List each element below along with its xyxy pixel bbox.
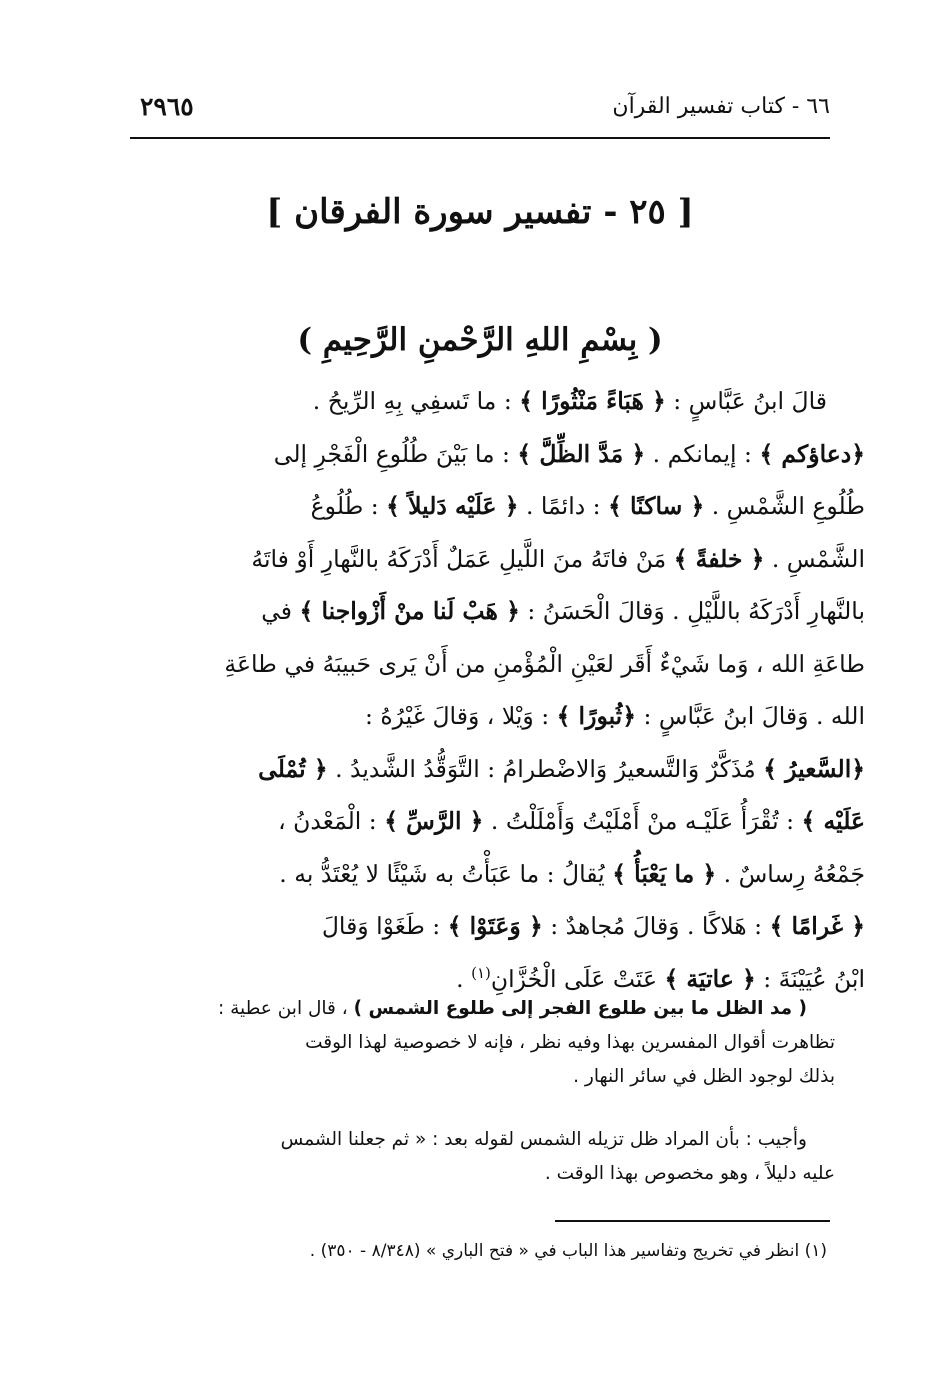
quran-word: ﴿ ساكنًا ﴾ [608,492,705,520]
main-text-line [145,480,865,533]
quran-word: ﴿ غَرامًا ﴾ [769,912,865,940]
running-header [130,90,830,130]
quran-word: ﴿ثُبورًا ﴾ [556,702,636,730]
text-segment: : وَيْلا ، وَقالَ غَيْرُهُ : [364,702,557,730]
text-segment: الله . وَقالَ ابنُ عَبَّاسٍ : [635,702,865,730]
text-segment: بالنَّهارِ أَدْرَكَهُ باللَّيْلِ . وَقالَ الْحَسَنُ : [519,597,865,625]
main-text-line [145,743,865,796]
text-segment: ابْنُ عُيَيْنَةَ : [755,964,865,993]
text-segment: : هَلاكًا . وَقالَ مُجاهدٌ : [542,912,770,940]
quran-word: ﴿ هَبَاءً مَنْثُورًا ﴾ [519,387,666,415]
header-rule [130,137,830,139]
footnote: (١) انظر في تخريج وتفاسير هذا الباب في « فتح الباري » (٨/٣٤٨ - ٣٥٠) . [309,1241,827,1261]
main-text-line [145,900,865,953]
main-text-line [145,690,865,743]
main-text-line [145,848,865,901]
text-segment: : تُقْرَأُ عَلَيْـه منْ أَمْلَيْتُ وَأَمْلَلْتُ . [483,807,802,835]
commentary-paragraph-2 [147,1123,835,1191]
surah-title: [ ٢٥ - تفسير سورة الفرقان ] [266,192,694,232]
basmala: ( بِسْمِ اللهِ الرَّحْمنِ الرَّحِيمِ ) [297,322,663,358]
text-segment: مَنْ فاتَهُ منَ اللَّيلِ عَمَلٌ أَدْرَكَهُ بالنَّهارِ أَوْ فاتَهُ [251,544,674,573]
main-text-line [145,638,865,691]
header-chapter-title: ٦٦ - كتاب تفسير القرآن [612,94,830,119]
main-text-line [145,585,865,638]
main-text [145,375,865,1005]
commentary-line [147,992,835,1026]
commentary-paragraph-1 [147,992,835,1094]
text-segment: طاعَةِ الله ، وَما شَيْءٌ أَقَر لعَيْنِ الْمُؤْمنِ من أَنْ يَرى حَبيبَهُ في طاعَةِ [224,649,865,678]
text-segment: تظاهرت أقوال المفسرين بهذا وفيه نظر ، فإنه لا خصوصية لهذا الوقت [305,1032,835,1053]
text-segment: : طَغَوْا وَقالَ [321,912,448,940]
text-segment: يُقالُ : ما عَبَأْتُ به شَيْئًا لا يُعْتَدُّ به . [279,859,613,888]
text-segment: : إيمانكم . [645,439,760,468]
text-segment: مُذَكَّرٌ وَالتَّسعيرُ وَالاضْطرامُ : التَّوَقُّدُ الشَّديدُ . [327,754,764,783]
footnote-rule [555,1220,830,1222]
main-text-line [145,795,865,848]
text-segment: عليه دليلاً ، وهو مخصوص بهذا الوقت . [544,1163,835,1184]
text-segment: جَمْعُهُ رِساسٌ . [716,859,865,888]
quran-word: ﴿ مَدَّ الظِّلَّ ﴾ [517,439,646,468]
quran-word: ﴿ تُمْلَى [258,754,328,783]
text-segment: ، قال ابن عطية : [218,998,354,1019]
commentary-line [147,1026,835,1060]
text-segment: : طُلُوعُ [310,492,387,520]
main-text-line [145,428,865,481]
text-segment: وأجيب : بأن المراد ظل تزيله الشمس لقوله بعد : « ثم جعلنا الشمس [280,1129,807,1150]
quran-word: ﴿ وَعَتَوْا ﴾ [447,912,543,940]
main-text-line [145,533,865,586]
main-text-line [145,375,865,428]
quran-word: ﴿ هَبْ لَنا منْ أَزْواجنا ﴾ [299,597,520,625]
header-page-number: ٢٩٦٥ [140,92,194,121]
text-segment: بذلك لوجود الظل في سائر النهار . [573,1066,835,1087]
quran-word: عَلَيْه ﴾ [801,807,865,835]
footnote-marker: (١) [471,963,491,982]
quran-word: ﴿ ما يَعْبَأُ ﴾ [612,859,717,888]
text-segment: : الْمَعْدنُ ، [278,807,385,835]
quran-word: ﴿ خلفةً ﴾ [673,544,765,573]
text-segment: قالَ ابنُ عَبَّاسٍ : [665,387,827,415]
text-segment: عَتَتْ عَلَى الْخُزَّانِ [490,964,665,993]
quran-word: ﴿دعاؤكم ﴾ [759,439,865,468]
commentary-line [147,1157,835,1191]
text-segment: : ما تَسفِي بِهِ الرِّيحُ . [312,387,520,415]
text-segment: : دائمًا . [518,492,609,520]
text-segment: : ما بَيْنَ طُلُوعِ الْفَجْرِ إلى [273,439,518,468]
commentary-line [147,1060,835,1094]
quran-word: ﴿ عَلَيْه دَليلاً ﴾ [386,492,519,520]
text-segment: الشَّمْسِ . [764,544,865,573]
quoted-heading: ( مد الظل ما بين طلوع الفجر إلى طلوع الشمس ) [353,998,807,1019]
commentary-line [147,1123,835,1157]
text-segment: . [456,964,472,993]
text-segment: في [261,597,300,625]
quran-word: ﴿ الرَّسِّ ﴾ [384,807,484,835]
quran-word: ﴿ عاتيَة ﴾ [664,964,756,993]
text-segment: طُلُوعِ الشَّمْسِ . [704,492,865,520]
quran-word: ﴿السَّعيرُ ﴾ [763,754,865,783]
